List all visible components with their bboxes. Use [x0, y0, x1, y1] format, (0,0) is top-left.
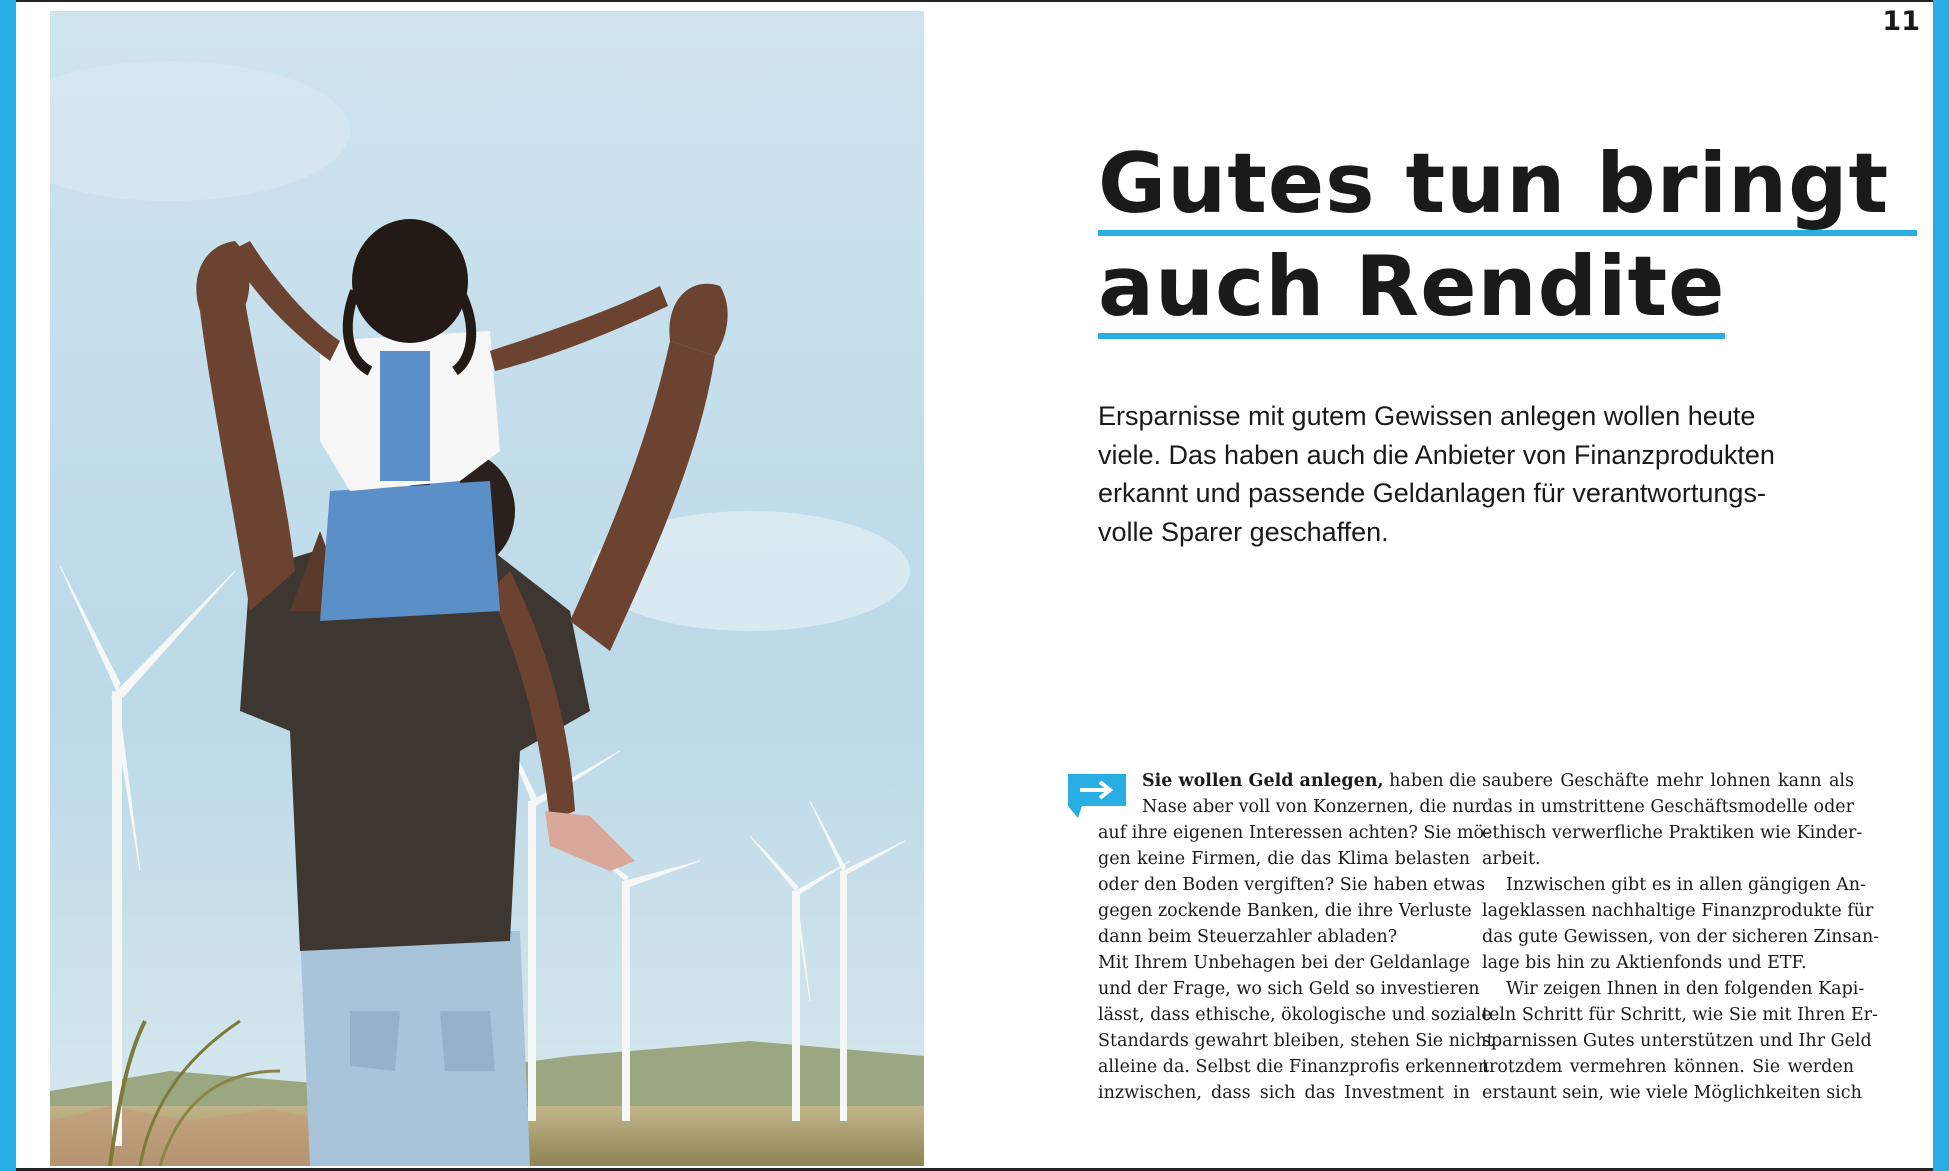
body-line: und der Frage, wo sich Geld so investieren [1098, 979, 1480, 999]
intro-line: viele. Das haben auch die Anbieter von Finanzprodukten [1098, 439, 1775, 470]
body-line: trotzdem vermehren können. Sie werden [1482, 1057, 1854, 1077]
body-line: lage bis hin zu Aktienfonds und ETF. [1482, 953, 1807, 973]
top-border [16, 0, 1933, 2]
page-number: 11 [1882, 6, 1920, 37]
headline-line-2: auch Rendite [1098, 241, 1725, 339]
intro-line: volle Sparer geschaffen. [1098, 516, 1389, 547]
body-line: arbeit. [1482, 849, 1541, 869]
headline [1098, 135, 1898, 344]
lead-in: Sie wollen Geld anlegen, [1142, 771, 1384, 791]
photo-father-daughter-wind-turbines [50, 11, 924, 1166]
body-column-right [1482, 768, 1880, 1106]
body-line: Standards gewahrt bleiben, stehen Sie nicht [1098, 1031, 1494, 1051]
body-line: alleine da. Selbst die Finanzprofis erkennen [1098, 1057, 1490, 1077]
body-line: teln Schritt für Schritt, wie Sie mit Ihren Er- [1482, 1005, 1878, 1025]
body-line: gen keine Firmen, die das Klima belasten [1098, 849, 1470, 869]
body-line: saubere Geschäfte mehr lohnen kann als [1482, 771, 1854, 791]
body-line: inzwischen, dass sich das Investment in [1098, 1083, 1470, 1103]
body-line: auf ihre eigenen Interessen achten? Sie mö- [1098, 823, 1490, 843]
intro-line: erkannt und passende Geldanlagen für verantwortungs- [1098, 478, 1766, 508]
body-line: Mit Ihrem Unbehagen bei der Geldanlage [1098, 953, 1470, 973]
left-page-edge [0, 0, 16, 1171]
body-line: Inzwischen gibt es in allen gängigen An- [1506, 875, 1866, 895]
body-column-left [1098, 768, 1494, 1106]
body-line: dann beim Steuerzahler abladen? [1098, 927, 1398, 947]
body-line: das in umstrittene Geschäftsmodelle oder [1482, 797, 1854, 817]
body-line: erstaunt sein, wie viele Möglichkeiten sich [1482, 1083, 1862, 1103]
body-line: gegen zockende Banken, die ihre Verluste [1098, 901, 1472, 921]
body-line: das gute Gewissen, von der sicheren Zinsan- [1482, 927, 1880, 947]
body-line: Sie wollen Geld anlegen, haben die [1142, 771, 1477, 791]
intro-line: Ersparnisse mit gutem Gewissen anlegen wollen heute [1098, 401, 1756, 431]
headline-line-1: Gutes tun bringt [1098, 138, 1917, 236]
body-line: Wir zeigen Ihnen in den folgenden Kapi- [1506, 979, 1865, 999]
body-line: sparnissen Gutes unterstützen und Ihr Geld [1482, 1031, 1872, 1051]
body-line: ethisch verwerfliche Praktiken wie Kinder- [1482, 823, 1863, 843]
body-line: Nase aber voll von Konzernen, die nur [1142, 797, 1484, 817]
intro-paragraph [1098, 397, 1838, 551]
body-line: oder den Boden vergiften? Sie haben etwas [1098, 875, 1486, 895]
body-line: lässt, dass ethische, ökologische und soziale [1098, 1005, 1492, 1025]
body-line: lageklassen nachhaltige Finanzprodukte für [1482, 901, 1874, 921]
right-page-edge [1933, 0, 1949, 1171]
